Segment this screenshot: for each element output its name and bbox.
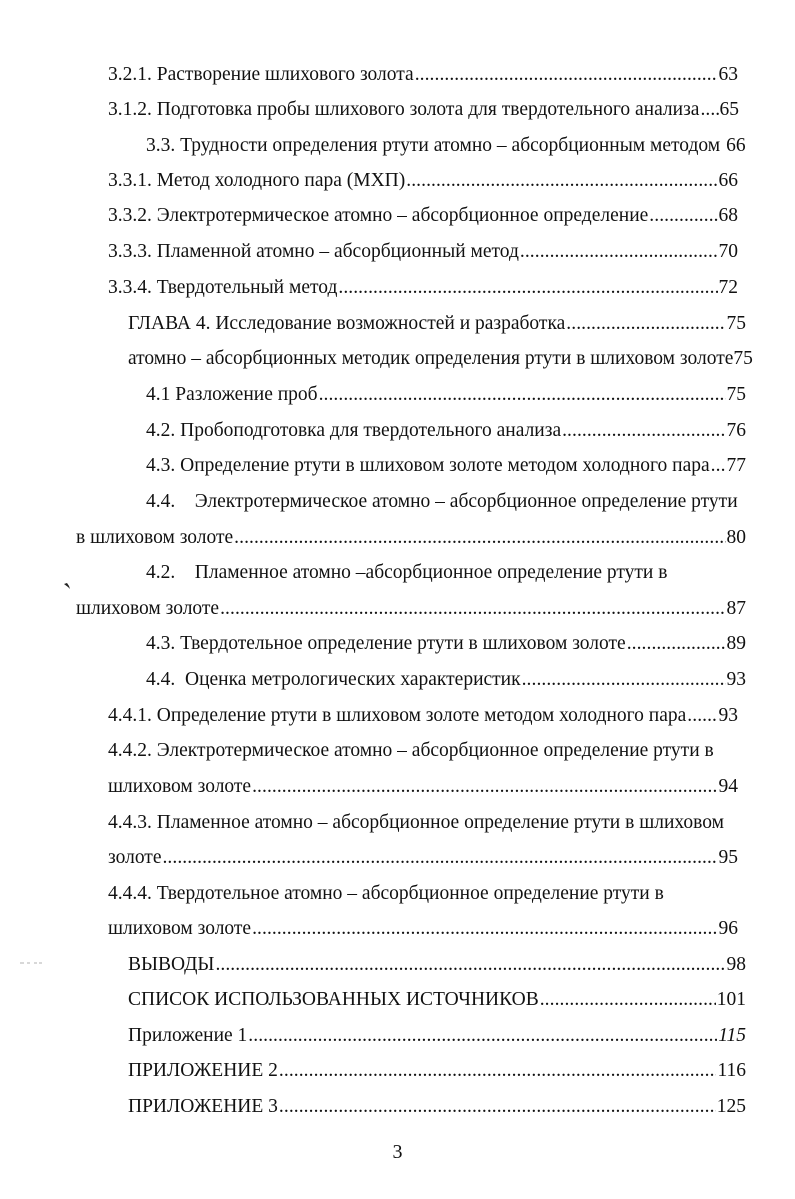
toc-entry: [146, 383, 746, 407]
toc-entry-wrapped-first-line: 4.4. Электротермическое атомно – абсорбционное определение ртути: [146, 491, 738, 512]
page-number: 3: [392, 1141, 403, 1163]
toc-entry-title: ПРИЛОЖЕНИЕ 2: [128, 1060, 278, 1081]
toc-entry-wrapped-first-line: 4.4.3. Пламенное атомно – абсорбционное определение ртути в шлиховом: [108, 812, 724, 833]
toc-entry-title: золоте: [108, 847, 162, 868]
toc-entry: [108, 775, 738, 799]
toc-leader: [711, 454, 726, 478]
toc-entry-title: 4.1 Разложение проб: [146, 384, 318, 405]
toc-leader: [562, 419, 725, 443]
toc-entry: [146, 668, 746, 692]
toc-leader: [687, 704, 717, 728]
toc-leader: [522, 668, 726, 692]
toc-entry-page: 96: [718, 918, 738, 939]
toc-entry: [76, 526, 746, 550]
toc-leader: [566, 312, 725, 336]
toc-entry: [128, 1024, 746, 1048]
toc-entry-title: 4.3. Определение ртути в шлиховом золоте методом холодного пара: [146, 455, 710, 476]
toc-entry-title: ВЫВОДЫ: [128, 954, 215, 975]
toc-entry-wrapped-first-line: 4.4.2. Электротермическое атомно – абсорбционное определение ртути в: [108, 740, 714, 761]
toc-entry-page: 94: [718, 776, 738, 797]
toc-entry-title: 4.2. Пробоподготовка для твердотельного анализа: [146, 420, 562, 441]
toc-entry-page: 80: [726, 527, 746, 548]
toc-leader: [649, 204, 717, 228]
toc-entry: [146, 134, 746, 158]
toc-entry: [146, 632, 746, 656]
toc-entry: [128, 1095, 746, 1119]
toc-entry: [108, 846, 738, 870]
toc-entry-page: 65: [719, 99, 739, 120]
toc-entry-title: в шлиховом золоте: [76, 527, 234, 548]
toc-entry-page: 95: [718, 847, 738, 868]
toc-entry-page: 75: [726, 313, 746, 334]
toc-leader: [520, 240, 718, 264]
toc-leader: [700, 98, 718, 122]
toc-leader: [252, 775, 717, 799]
toc-entry-title: шлиховом золоте: [76, 598, 220, 619]
toc-entry-page: 116: [717, 1060, 746, 1081]
toc-entry: [128, 953, 746, 977]
toc-entry: [108, 63, 738, 87]
toc-entry-page: 70: [718, 241, 738, 262]
toc-entry-wrapped-first-line: 4.4.4. Твердотельное атомно – абсорбционное определение ртути в: [108, 883, 664, 904]
toc-leader: [220, 597, 725, 621]
toc-entry-title: 3.3. Трудности определения ртути атомно – абсорбционным методом: [146, 135, 721, 156]
toc-entry-page: 101: [716, 989, 746, 1010]
toc-entry-title: 4.4.1. Определение ртути в шлиховом золоте методом холодного пара: [108, 705, 687, 726]
toc-entry-page: 115: [718, 1025, 746, 1046]
toc-entry-page: 93: [718, 705, 738, 726]
toc-entry-title: ПРИЛОЖЕНИЕ 3: [128, 1096, 278, 1117]
toc-entry-page: 93: [726, 669, 746, 690]
toc-entry-page: 75: [733, 348, 753, 369]
toc-leader: [415, 63, 718, 87]
toc-entry-title: 3.3.3. Пламенной атомно – абсорбционный метод: [108, 241, 519, 262]
toc-leader: [279, 1095, 716, 1119]
toc-entry-title: 3.3.1. Метод холодного пара (МХП): [108, 170, 406, 191]
toc-entry: [108, 204, 738, 228]
toc-leader: [338, 276, 717, 300]
toc-leader: [406, 169, 717, 193]
scan-speck-mark: [64, 583, 70, 589]
toc-entry-title: 3.1.2. Подготовка пробы шлихового золота для твердотельного анализа: [108, 99, 700, 120]
toc-entry-page: 89: [726, 633, 746, 654]
toc-entry-title: ГЛАВА 4. Исследование возможностей и разработка: [128, 313, 566, 334]
toc-entry-title: шлиховом золоте: [108, 918, 252, 939]
toc-leader: [627, 632, 726, 656]
toc-entry-title: шлиховом золоте: [108, 776, 252, 797]
toc-entry: [128, 312, 746, 336]
toc-entry: [76, 597, 746, 621]
toc-entry-page: 75: [726, 384, 746, 405]
toc-entry-title: 4.4. Оценка метрологических характеристик: [146, 669, 521, 690]
toc-entry: [108, 169, 738, 193]
toc-entry: [108, 98, 739, 122]
toc-entry-page: 98: [726, 954, 746, 975]
toc-leader: [215, 953, 725, 977]
toc-entry: [146, 454, 746, 478]
toc-entry: [128, 1059, 746, 1083]
toc-entry: [108, 704, 738, 728]
toc-entry-page: 76: [726, 420, 746, 441]
toc-entry: [146, 419, 746, 443]
toc-entry-title: 3.3.4. Твердотельный метод: [108, 277, 338, 298]
toc-leader: [279, 1059, 717, 1083]
toc-entry: [108, 276, 738, 300]
toc-entry-title: Приложение 1: [128, 1025, 248, 1046]
toc-entry: [108, 240, 738, 264]
toc-entry-page: 66: [726, 135, 746, 156]
toc-entry: [108, 917, 738, 941]
toc-leader: [540, 988, 716, 1012]
toc-entry-wrapped-first-line: 4.2. Пламенное атомно –абсорбционное определение ртути в: [146, 562, 668, 583]
toc-entry-page: 72: [718, 277, 738, 298]
toc-leader: [248, 1024, 717, 1048]
toc-leader: [252, 917, 717, 941]
toc-entry-title: 3.2.1. Растворение шлихового золота: [108, 64, 414, 85]
toc-entry: [128, 988, 746, 1012]
toc-entry-title: 3.3.2. Электротермическое атомно – абсорбционное определение: [108, 205, 649, 226]
toc-leader: [234, 526, 725, 550]
toc-entry-page: 68: [718, 205, 738, 226]
toc-entry-title: атомно – абсорбционных методик определения ртути в шлиховом золоте: [128, 348, 734, 369]
toc-entry-title: 4.3. Твердотельное определение ртути в шлиховом золоте: [146, 633, 626, 654]
toc-entry-page: 125: [716, 1096, 746, 1117]
toc-entry-page: 87: [726, 598, 746, 619]
toc-entry-page: 66: [718, 170, 738, 191]
toc-entry-page: 77: [726, 455, 746, 476]
toc-entry-page: 63: [718, 64, 738, 85]
toc-entry-title: СПИСОК ИСПОЛЬЗОВАННЫХ ИСТОЧНИКОВ: [128, 989, 539, 1010]
scan-noise-mark: [20, 962, 42, 964]
toc-leader: [162, 846, 717, 870]
toc-entry: [128, 347, 754, 371]
toc-leader: [319, 383, 726, 407]
